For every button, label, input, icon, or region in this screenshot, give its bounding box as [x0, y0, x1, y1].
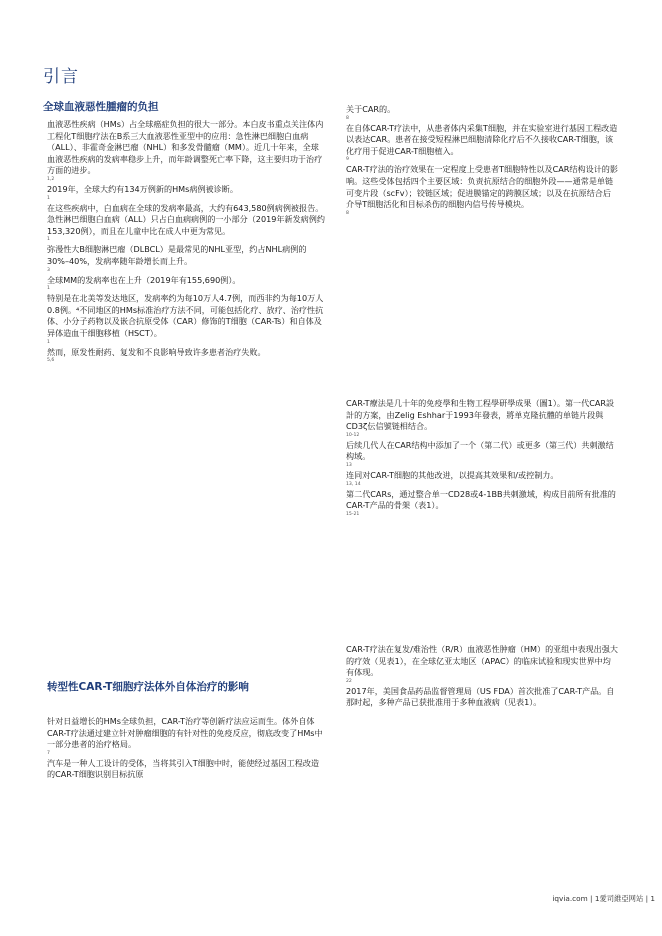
paragraph: 在这些疾病中，白血病在全球的发病率最高，大约有643,580例病例被报告。急性淋巴细胞白血病（ALL）只占白血病病例的一小部分（2019年新发病例约153,320例），而且在儿童中比在成人中更为常见。 [47, 202, 325, 236]
paragraph: CAR-T疗法的治疗效果在一定程度上受患者T细胞特性以及CAR结构设计的影响。这些受体包括四个主要区域：负责抗原结合的细胞外段——通常是单链可变片段（scFv）；铰链区域；促进膜锚定的跨膜区域；以及在抗原结合后介导T细胞活化和目标杀伤的细胞内信号传导模块。 [346, 164, 618, 210]
section-heading-impact: 转型性CAR-T细胞疗法体外自体治疗的影响 [47, 681, 249, 693]
citation-ref: 13, 14 [346, 481, 361, 487]
citation-ref: 1 [47, 195, 50, 201]
citation-ref: 1 [47, 339, 50, 345]
citation-ref: 3 [47, 267, 50, 273]
left-column-bottom [47, 716, 325, 781]
citation-ref: 5,6 [47, 358, 55, 364]
citation-ref: 10-12 [346, 432, 360, 438]
paragraph: 2019年，全球大约有134万例新的HMs病例被诊断。 [47, 183, 238, 194]
paragraph: 在自体CAR-T疗法中，从患者体内采集T细胞，并在实验室进行基因工程改造以表达CAR。患者在接受短程淋巴细胞清除化疗后不久接收CAR-T细胞，该化疗用于促进CAR-T细胞植入。 [346, 122, 618, 156]
paragraph: 后续几代人在CAR结构中添加了一个（第二代）或更多（第三代）共刺激结构域。 [346, 439, 614, 462]
citation-ref: 22 [346, 678, 352, 684]
paragraph: 然而，原发性耐药、复发和不良影响导致许多患者治疗失败。 [47, 346, 266, 357]
paragraph: 连同对CAR-T细胞的其他改进，以提高其效果和/或控制力。 [346, 469, 559, 480]
section-heading-burden: 全球血液惡性腫瘤的负担 [43, 101, 159, 113]
citation-ref: 9 [346, 157, 349, 163]
page-footer: iqvia.com | 1愛司維亞网站 | 1 [552, 894, 655, 903]
citation-ref: 1,2 [47, 176, 55, 182]
paragraph: 2017年，美国食品药品监督管理局（US FDA）首次批准了CAR-T产品。自那时起，多种产品已获批准用于多种血液病（见表1）。 [346, 685, 615, 708]
paragraph: 弥漫性大B细胞淋巴瘤（DLBCL）是最常见的NHL亚型，约占NHL病例的30%–40%，发病率随年龄增长而上升。 [47, 244, 307, 266]
paragraph: 全球MM的发病率也在上升（2019年有155,690例）。 [47, 274, 241, 285]
paragraph: 关于CAR的。 [346, 104, 396, 114]
page-title: 引言 [43, 67, 79, 87]
citation-ref: 8 [346, 115, 349, 121]
paragraph: 第二代CARs，通过整合单一CD28或4-1BB共刺激域，构成目前所有批准的CAR-T产品的骨架（表1）。 [346, 488, 616, 511]
left-column-top [47, 119, 325, 365]
citation-ref: 7 [47, 750, 50, 756]
paragraph: 针对日益增长的HMs全球负担，CAR-T治疗等创新疗法应运而生。体外自体CAR-T疗法通过建立针对肿瘤细胞的有针对性的免疫反应，彻底改变了HMs中一部分患者的治疗格局。 [47, 716, 323, 750]
citation-ref: 1 [47, 237, 50, 243]
citation-ref: 8 [346, 210, 349, 216]
right-column-middle [346, 398, 618, 519]
citation-ref: 13 [346, 462, 352, 468]
right-column-bottom [346, 644, 618, 709]
paragraph: 血液恶性疾病（HMs）占全球癌症负担的很大一部分。本白皮书重点关注体内工程化T细胞疗法在B系三大血液恶性亚型中的应用：急性淋巴细胞白血病（ALL）、非霍奇金淋巴瘤（NHL）和多发骨髓瘤（MM）。近几十年来，全球血液恶性疾病的发病率稳步上升，而年龄调整死亡率下降，这主要归功于治疗方面的进步。 [47, 119, 324, 176]
paragraph: 汽车是一种人工设计的受体，当将其引入T细胞中时，能使经过基因工程改造的CAR-T细胞识别目标抗原 [47, 757, 320, 780]
paragraph: CAR-T疗法在复发/难治性（R/R）血液恶性肿瘤（HM）的亚组中表现出强大的疗效（见表1），在全球亿亚太地区（APAC）的临床试验和现实世界中均有体现。 [346, 644, 618, 678]
citation-ref: 15-21 [346, 511, 360, 517]
right-column-top [346, 104, 618, 218]
citation-ref: 1 [47, 286, 50, 292]
paragraph: 特别是在北美等发达地区，发病率约为每10万人4.7例，而西非约为每10万人0.8例。⁴不同地区的HMs标准治疗方法不同，可能包括化疗、放疗、治疗性抗体、小分子药物以及嵌合抗原受体（CAR）修饰的T细胞（CAR-Ts）和自体及异体造血干细胞移植（HSCT）。 [47, 293, 324, 338]
paragraph: CAR-T療法是几十年的免疫學和生物工程學研學成果（圖1）。第一代CAR設計的方案，由Zelig Eshhar于1993年發表，將单克隆抗體的单链片段與CD3ζ伝信號链相结合。 [346, 398, 615, 432]
